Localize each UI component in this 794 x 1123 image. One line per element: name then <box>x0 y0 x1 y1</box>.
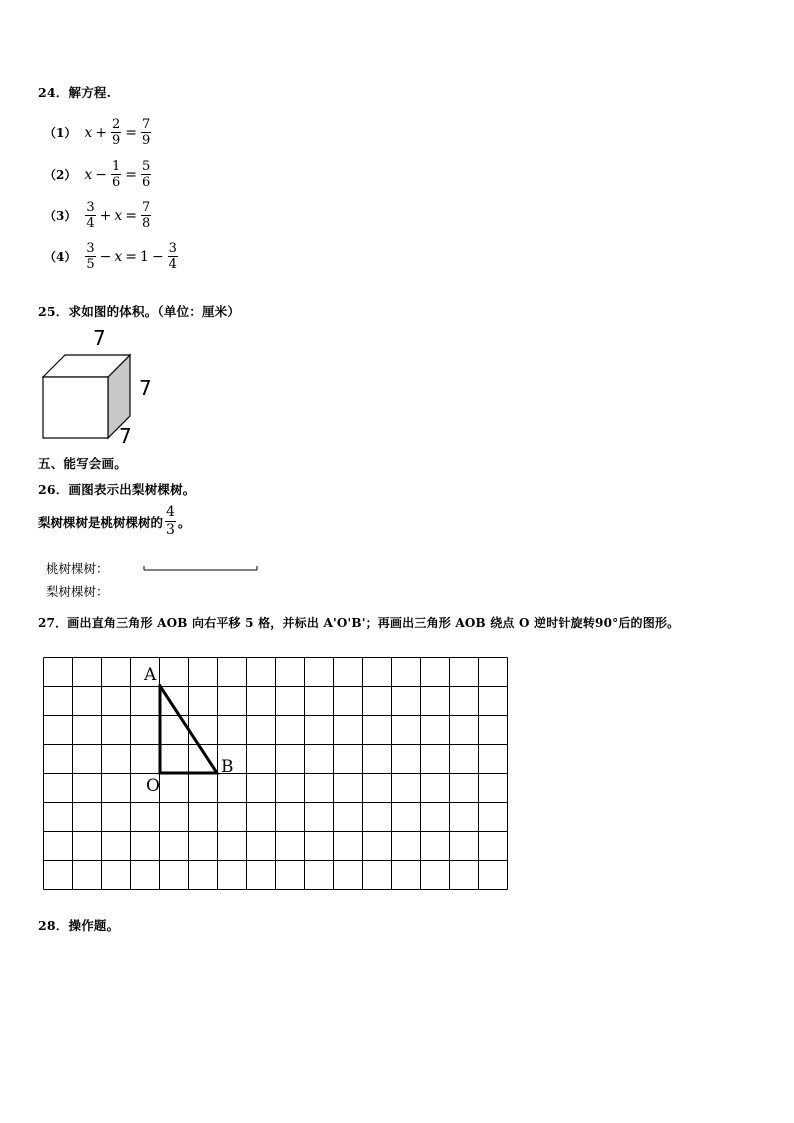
operator: = <box>125 207 138 224</box>
operator: + <box>95 124 107 141</box>
variable: x <box>114 207 123 224</box>
equation-4 <box>44 242 179 271</box>
equation-label: （3） <box>44 209 77 223</box>
equation-1 <box>44 118 152 147</box>
cube-top-label: 7 <box>93 326 106 350</box>
fraction: $\frac{2}{9}$ <box>112 117 121 148</box>
fraction: $\frac{7}{8}$ <box>142 200 151 231</box>
fraction: $\frac{3}{4}$ <box>168 241 177 272</box>
q24-title: 24．解方程. <box>38 85 112 100</box>
variable: x <box>84 166 93 183</box>
equation-label: （2） <box>44 168 77 182</box>
pear-row-label: 梨树棵树： <box>46 584 109 599</box>
operator: − <box>151 248 164 265</box>
q27-title: 27．画出直角三角形 AOB 向右平移 5 格，并标出 A'O'B'；再画出三角形 AOB 绕点 O 逆时针旋转90°后的图形。 <box>38 616 680 630</box>
cube-right-label: 7 <box>139 376 152 400</box>
equation-3 <box>44 201 152 230</box>
fraction: $\frac{7}{9}$ <box>142 117 151 148</box>
operator: + <box>99 207 112 224</box>
equation-2 <box>44 160 152 189</box>
fraction: $\frac{1}{6}$ <box>112 159 121 190</box>
peach-segment <box>143 562 259 572</box>
operator: − <box>99 248 112 265</box>
peach-row-label: 桃树棵树： <box>46 561 109 576</box>
equation-label: （4） <box>44 250 77 264</box>
operator: = <box>125 124 138 141</box>
q26-statement <box>38 505 190 538</box>
fraction: $\frac{3}{5}$ <box>86 241 95 272</box>
statement-text: 梨树棵树是桃树棵树的 <box>38 514 164 530</box>
triangle-aob <box>158 684 220 776</box>
q28-title: 28．操作题。 <box>38 918 120 933</box>
operator: − <box>95 166 107 183</box>
fraction: $\frac{4}{3}$ <box>166 504 175 538</box>
statement-end: 。 <box>177 514 191 530</box>
fraction: $\frac{3}{4}$ <box>86 200 95 231</box>
q26-title: 26．画图表示出梨树棵树。 <box>38 482 196 497</box>
vertex-b-label: B <box>221 757 234 777</box>
operator: = <box>125 166 138 183</box>
constant: 1 <box>140 248 149 265</box>
fraction: $\frac{5}{6}$ <box>142 159 151 190</box>
cube-bottom-label: 7 <box>119 424 132 448</box>
q25-title: 25．求如图的体积。（单位：厘米） <box>38 304 241 319</box>
vertex-o-label: O <box>146 776 160 796</box>
section-title: 五、能写会画。 <box>38 456 127 471</box>
cube-front-face <box>43 377 108 438</box>
square-grid <box>42 656 510 890</box>
variable: x <box>114 248 123 265</box>
vertex-a-label: A <box>144 665 157 685</box>
variable: x <box>84 124 93 141</box>
equation-label: （1） <box>44 126 77 140</box>
operator: = <box>125 248 138 265</box>
